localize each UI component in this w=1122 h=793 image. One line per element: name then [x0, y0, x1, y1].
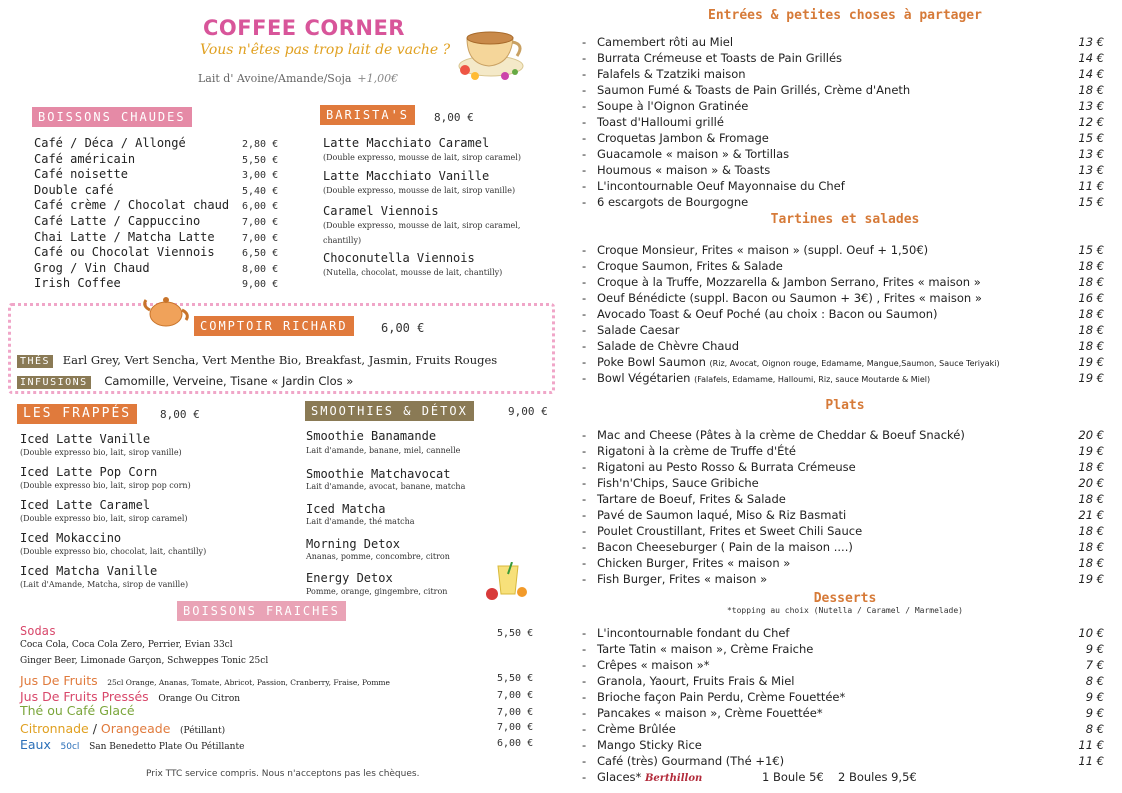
item-price: 9 €: [1085, 690, 1104, 704]
item-name: Latte Macchiato Vanille: [323, 169, 490, 183]
section-frappes-title: LES FRAPPÉS: [17, 404, 137, 424]
citronnade-sep: /: [88, 721, 101, 736]
item-price: 16 €: [1078, 291, 1104, 305]
item-price: 19 €: [1078, 371, 1104, 385]
list-item: - Rigatoni à la crème de Truffe d'Été 19 €: [582, 444, 1104, 458]
eaux-size: 50cl: [60, 742, 80, 752]
jus-detail: 25cl Orange, Ananas, Tomate, Abricot, Passion, Cranberry, Fraise, Pomme: [107, 678, 390, 687]
teapot-icon: [142, 288, 192, 330]
item-price: 19 €: [1078, 572, 1104, 586]
item-name: Houmous « maison » & Toasts: [597, 163, 771, 177]
item-price: 18 €: [1078, 492, 1104, 506]
milk-options-label: Lait d' Avoine/Amande/Soja: [198, 72, 352, 85]
item-name: Avocado Toast & Oeuf Poché (au choix : Bacon ou Saumon): [597, 307, 938, 321]
glaces-boule1: 1 Boule 5€: [762, 770, 824, 784]
list-item: - Poke Bowl Saumon (Riz, Avocat, Oignon rouge, Edamame, Mangue,Saumon, Sauce Teriyaki) 19 €: [582, 355, 1104, 369]
item-name: Iced Mokaccino: [20, 531, 122, 545]
section-smoothies-title: SMOOTHIES & DÉTOX: [305, 401, 474, 421]
item-note: (Riz, Avocat, Oignon rouge, Edamame, Mangue,Saumon, Sauce Teriyaki): [709, 359, 1000, 368]
item-name: Saumon Fumé & Toasts de Pain Grillés, Crème d'Aneth: [597, 83, 911, 97]
item-name: Guacamole « maison » & Tortillas: [597, 147, 790, 161]
item-price: 11 €: [1078, 738, 1104, 752]
item-name: Iced Latte Caramel: [20, 498, 151, 512]
item-name: Mac and Cheese (Pâtes à la crème de Cheddar & Boeuf Snacké): [597, 428, 965, 442]
glace-name: Thé ou Café Glacé: [20, 703, 135, 718]
item-desc: (Double expresso bio, lait, sirop pop corn): [20, 481, 191, 490]
item-name: Smoothie Banamande: [306, 429, 437, 443]
item-price: 18 €: [1078, 83, 1104, 97]
list-item: [34, 136, 186, 150]
item-price: 6,00 €: [242, 201, 279, 212]
section-tartines-title: Tartines et salades: [770, 212, 920, 227]
citronnade-name: Citronnade: [20, 721, 89, 736]
item-price: 19 €: [1078, 444, 1104, 458]
item-price: 14 €: [1078, 51, 1104, 65]
item-price: 9 €: [1085, 642, 1104, 656]
infusions-row: [17, 370, 353, 389]
list-item: - Guacamole « maison » & Tortillas 13 €: [582, 147, 1104, 161]
infusions-list: Camomille, Verveine, Tisane « Jardin Clos »: [104, 374, 354, 388]
item-name: Crêpes « maison »*: [597, 658, 710, 672]
item-desc: (Lait d'Amande, Matcha, sirop de vanille): [20, 580, 189, 589]
item-name: Chai Latte / Matcha Latte: [34, 230, 215, 244]
item-price: 12 €: [1078, 115, 1104, 129]
list-item: - Tarte Tatin « maison », Crème Fraiche 9 €: [582, 642, 1104, 656]
item-desc: Pomme, orange, gingembre, citron: [306, 587, 448, 596]
section-baristas-title: BARISTA'S: [320, 105, 415, 125]
item-price: 6,50 €: [242, 248, 279, 259]
list-item: - Crème Brûlée 8 €: [582, 722, 1104, 736]
coffee-cup-icon: [455, 14, 530, 86]
list-item: - Poulet Croustillant, Frites et Sweet Chili Sauce 18 €: [582, 524, 1104, 538]
item-desc: Lait d'amande, avocat, banane, matcha: [306, 482, 466, 491]
list-item: [34, 183, 113, 197]
section-desserts-title: Desserts: [813, 591, 877, 606]
item-desc: (Double expresso, mousse de lait, sirop caramel): [323, 153, 521, 162]
item-desc: (Double expresso, mousse de lait, sirop vanille): [323, 186, 516, 195]
item-name: L'incontournable Oeuf Mayonnaise du Chef: [597, 179, 845, 193]
item-name: Morning Detox: [306, 537, 400, 551]
footer-note: Prix TTC service compris. Nous n'acceptons pas les chèques.: [146, 769, 420, 779]
presses-detail: Orange Ou Citron: [158, 694, 241, 704]
item-price: 13 €: [1078, 147, 1104, 161]
presses-price: 7,00 €: [497, 690, 534, 701]
item-name: Café Latte / Cappuccino: [34, 214, 201, 228]
list-item: - Fish Burger, Frites « maison » 19 €: [582, 572, 1104, 586]
item-desc: (Double expresso bio, lait, sirop vanille): [20, 448, 182, 457]
infusions-tag: INFUSIONS: [17, 376, 91, 389]
list-item: [34, 276, 121, 290]
item-name: Tarte Tatin « maison », Crème Fraiche: [597, 642, 814, 656]
list-item: - Houmous « maison » & Toasts 13 €: [582, 163, 1104, 177]
item-price: 18 €: [1078, 460, 1104, 474]
milk-options-price: +1,00€: [357, 72, 399, 85]
glace-price: 7,00 €: [497, 707, 534, 718]
item-price: 8,00 €: [242, 264, 279, 275]
item-desc: Lait d'amande, banane, miel, cannelle: [306, 446, 461, 455]
item-name: Rigatoni à la crème de Truffe d'Été: [597, 444, 796, 458]
item-price: 13 €: [1078, 163, 1104, 177]
item-price: 15 €: [1078, 195, 1104, 209]
list-item: - L'incontournable Oeuf Mayonnaise du Chef 11 €: [582, 179, 1104, 193]
item-price: 18 €: [1078, 339, 1104, 353]
citronnade-price: 7,00 €: [497, 722, 534, 733]
frappes-price: 8,00 €: [160, 408, 200, 421]
list-item: - Saumon Fumé & Toasts de Pain Grillés, Crème d'Aneth 18 €: [582, 83, 1104, 97]
eaux-price: 6,00 €: [497, 738, 534, 749]
item-price: 11 €: [1078, 754, 1104, 768]
item-desc: (Double expresso, mousse de lait, sirop caramel,: [323, 221, 521, 230]
item-name: Crème Brûlée: [597, 722, 676, 736]
item-name: Café ou Chocolat Viennois: [34, 245, 215, 259]
item-name: Irish Coffee: [34, 276, 121, 290]
item-name: Fish'n'Chips, Sauce Gribiche: [597, 476, 759, 490]
sodas-line2: Ginger Beer, Limonade Garçon, Schweppes Tonic 25cl: [20, 656, 269, 666]
list-item: - Brioche façon Pain Perdu, Crème Fouettée* 9 €: [582, 690, 1104, 704]
item-desc: Lait d'amande, thé matcha: [306, 517, 415, 526]
item-price: 18 €: [1078, 275, 1104, 289]
item-name: Pancakes « maison », Crème Fouettée*: [597, 706, 823, 720]
list-item: - Glaces* Berthillon 1 Boule 5€ 2 Boules 9,5€: [582, 770, 917, 784]
list-item: - Soupe à l'Oignon Gratinée 13 €: [582, 99, 1104, 113]
list-item: - Tartare de Boeuf, Frites & Salade 18 €: [582, 492, 1104, 506]
list-item: - Burrata Crémeuse et Toasts de Pain Grillés 14 €: [582, 51, 1104, 65]
item-name: Falafels & Tzatziki maison: [597, 67, 746, 81]
item-name: Poke Bowl Saumon: [597, 355, 706, 369]
list-item: - Croque à la Truffe, Mozzarella & Jambon Serrano, Frites « maison » 18 €: [582, 275, 1104, 289]
item-name: Mango Sticky Rice: [597, 738, 702, 752]
list-item: [34, 230, 215, 244]
item-name: 6 escargots de Bourgogne: [597, 195, 749, 209]
item-name: Café américain: [34, 152, 136, 166]
baristas-price: 8,00 €: [434, 111, 474, 124]
item-price: 19 €: [1078, 355, 1104, 369]
item-name: Croque à la Truffe, Mozzarella & Jambon Serrano, Frites « maison »: [597, 275, 981, 289]
item-desc: chantilly): [323, 236, 362, 245]
item-name: Camembert rôti au Miel: [597, 35, 734, 49]
section-comptoir-title: COMPTOIR RICHARD: [194, 316, 354, 336]
item-name: Iced Matcha Vanille: [20, 564, 158, 578]
item-name: Grog / Vin Chaud: [34, 261, 150, 275]
list-item: - Croque Saumon, Frites & Salade 18 €: [582, 259, 1104, 273]
item-price: 20 €: [1078, 476, 1104, 490]
item-price: 18 €: [1078, 540, 1104, 554]
list-item: - Toast d'Halloumi grillé 12 €: [582, 115, 1104, 129]
list-item: [34, 152, 135, 166]
list-item: - Pavé de Saumon laqué, Miso & Riz Basmati 21 €: [582, 508, 1104, 522]
section-fraiches-title: BOISSONS FRAICHES: [177, 601, 346, 621]
item-name: Croque Saumon, Frites & Salade: [597, 259, 783, 273]
berthillon-logo: Berthillon: [644, 773, 703, 784]
item-name: Tartare de Boeuf, Frites & Salade: [597, 492, 786, 506]
item-price: 8 €: [1085, 722, 1104, 736]
list-item: [34, 214, 200, 228]
item-price: 18 €: [1078, 323, 1104, 337]
item-price: 15 €: [1078, 243, 1104, 257]
citronnade-detail: (Pétillant): [180, 726, 226, 736]
list-item: - Café (très) Gourmand (Thé +1€) 11 €: [582, 754, 1104, 768]
smoothies-price: 9,00 €: [508, 405, 548, 418]
glaces-name: Glaces*: [597, 770, 642, 784]
item-name: Energy Detox: [306, 571, 393, 585]
item-name: Croquetas Jambon & Fromage: [597, 131, 769, 145]
list-item: - Salade Caesar 18 €: [582, 323, 1104, 337]
presses-name: Jus De Fruits Pressés: [20, 689, 149, 704]
item-name: Croque Monsieur, Frites « maison » (suppl. Oeuf + 1,50€): [597, 243, 929, 257]
sodas-name: Sodas: [20, 624, 57, 638]
item-name: Soupe à l'Oignon Gratinée: [597, 99, 749, 113]
item-name: Granola, Yaourt, Fruits Frais & Miel: [597, 674, 795, 688]
item-price: 21 €: [1078, 508, 1104, 522]
list-item: - Bacon Cheeseburger ( Pain de la maison ....) 18 €: [582, 540, 1104, 554]
list-item: - Mac and Cheese (Pâtes à la crème de Cheddar & Boeuf Snacké) 20 €: [582, 428, 1104, 442]
item-name: Latte Macchiato Caramel: [323, 136, 490, 150]
item-name: Oeuf Bénédicte (suppl. Bacon ou Saumon + 3€) , Frites « maison »: [597, 291, 982, 305]
item-name: Café noisette: [34, 167, 128, 181]
list-item: [34, 261, 150, 275]
item-price: 18 €: [1078, 556, 1104, 570]
item-note: (Falafels, Edamame, Halloumi, Riz, sauce Moutarde & Miel): [694, 375, 931, 384]
item-price: 11 €: [1078, 179, 1104, 193]
list-item: - Salade de Chèvre Chaud 18 €: [582, 339, 1104, 353]
item-name: Chicken Burger, Frites « maison »: [597, 556, 791, 570]
item-name: Salade de Chèvre Chaud: [597, 339, 740, 353]
thes-tag: THÉS: [17, 355, 53, 368]
item-name: Café (très) Gourmand (Thé +1€): [597, 754, 785, 768]
item-price: 10 €: [1078, 626, 1104, 640]
list-item: - Bowl Végétarien (Falafels, Edamame, Halloumi, Riz, sauce Moutarde & Miel) 19 €: [582, 371, 1104, 385]
comptoir-price: 6,00 €: [381, 321, 425, 335]
smoothie-glass-icon: [484, 562, 530, 602]
item-name: L'incontournable fondant du Chef: [597, 626, 790, 640]
sodas-line1: Coca Cola, Coca Cola Zero, Perrier, Evian 33cl: [20, 640, 233, 650]
item-name: Café crème / Chocolat chaud: [34, 198, 230, 212]
item-name: Caramel Viennois: [323, 204, 439, 218]
item-price: 13 €: [1078, 99, 1104, 113]
list-item: - Croquetas Jambon & Fromage 15 €: [582, 131, 1104, 145]
item-price: 18 €: [1078, 307, 1104, 321]
item-price: 14 €: [1078, 67, 1104, 81]
item-name: Poulet Croustillant, Frites et Sweet Chili Sauce: [597, 524, 863, 538]
item-name: Double café: [34, 183, 114, 197]
list-item: - L'incontournable fondant du Chef 10 €: [582, 626, 1104, 640]
item-name: Pavé de Saumon laqué, Miso & Riz Basmati: [597, 508, 847, 522]
list-item: - Camembert rôti au Miel 13 €: [582, 35, 1104, 49]
sodas-price: 5,50 €: [497, 628, 534, 639]
thes-row: [17, 349, 497, 368]
list-item: - Pancakes « maison », Crème Fouettée* 9 €: [582, 706, 1104, 720]
list-item: - Falafels & Tzatziki maison 14 €: [582, 67, 1104, 81]
section-boissons-chaudes-title: BOISSONS CHAUDES: [32, 107, 192, 127]
item-price: 8 €: [1085, 674, 1104, 688]
item-price: 5,50 €: [242, 155, 279, 166]
list-item: - Rigatoni au Pesto Rosso & Burrata Crémeuse 18 €: [582, 460, 1104, 474]
item-name: Bacon Cheeseburger ( Pain de la maison ....): [597, 540, 853, 554]
list-item: - Mango Sticky Rice 11 €: [582, 738, 1104, 752]
item-name: Rigatoni au Pesto Rosso & Burrata Crémeuse: [597, 460, 856, 474]
item-name: Iced Latte Pop Corn: [20, 465, 158, 479]
list-item: [34, 167, 128, 181]
eaux-detail: San Benedetto Plate Ou Pétillante: [89, 742, 245, 752]
list-item: - Croque Monsieur, Frites « maison » (suppl. Oeuf + 1,50€) 15 €: [582, 243, 1104, 257]
list-item: - Avocado Toast & Oeuf Poché (au choix : Bacon ou Saumon) 18 €: [582, 307, 1104, 321]
list-item: - Fish'n'Chips, Sauce Gribiche 20 €: [582, 476, 1104, 490]
list-item: - Chicken Burger, Frites « maison » 18 €: [582, 556, 1104, 570]
list-item: - Granola, Yaourt, Fruits Frais & Miel 8 €: [582, 674, 1104, 688]
section-entrees-title: Entrées & petites choses à partager: [708, 8, 982, 23]
list-item: - Oeuf Bénédicte (suppl. Bacon ou Saumon + 3€) , Frites « maison » 16 €: [582, 291, 1104, 305]
item-name: Brioche façon Pain Perdu, Crème Fouettée*: [597, 690, 846, 704]
item-name: Choconutella Viennois: [323, 251, 475, 265]
page-subtitle: Vous n'êtes pas trop lait de vache ?: [200, 42, 451, 58]
item-desc: Ananas, pomme, concombre, citron: [306, 552, 450, 561]
milk-options: [198, 72, 398, 85]
jus-name: Jus De Fruits: [20, 673, 98, 688]
desserts-note: *topping au choix (Nutella / Caramel / Marmelade): [726, 606, 963, 615]
list-item: - Crêpes « maison »* 7 €: [582, 658, 1104, 672]
glaces-boule2: 2 Boules 9,5€: [838, 770, 917, 784]
section-plats-title: Plats: [825, 398, 865, 413]
list-item: [34, 198, 229, 212]
item-name: Café / Déca / Allongé: [34, 136, 186, 150]
page-title: COFFEE CORNER: [203, 16, 405, 40]
item-name: Iced Matcha: [306, 502, 386, 516]
item-price: 18 €: [1078, 524, 1104, 538]
item-name: Smoothie Matchavocat: [306, 467, 451, 481]
list-item: [34, 245, 215, 259]
thes-list: Earl Grey, Vert Sencha, Vert Menthe Bio, Breakfast, Jasmin, Fruits Rouges: [62, 353, 498, 367]
item-price: 18 €: [1078, 259, 1104, 273]
item-price: 7 €: [1085, 658, 1104, 672]
jus-price: 5,50 €: [497, 673, 534, 684]
item-price: 15 €: [1078, 131, 1104, 145]
orangeade-name: Orangeade: [100, 721, 171, 736]
item-name: Toast d'Halloumi grillé: [597, 115, 724, 129]
list-item: - 6 escargots de Bourgogne 15 €: [582, 195, 1104, 209]
item-price: 5,40 €: [242, 186, 279, 197]
item-desc: (Double expresso bio, chocolat, lait, chantilly): [20, 547, 207, 556]
item-price: 3,00 €: [242, 170, 279, 181]
eaux-name: Eaux: [20, 737, 51, 752]
item-name: Iced Latte Vanille: [20, 432, 151, 446]
item-price: 13 €: [1078, 35, 1104, 49]
item-price: 20 €: [1078, 428, 1104, 442]
item-price: 7,00 €: [242, 217, 279, 228]
item-name: Bowl Végétarien: [597, 371, 691, 385]
item-name: Salade Caesar: [597, 323, 680, 337]
item-price: 7,00 €: [242, 233, 279, 244]
item-name: Burrata Crémeuse et Toasts de Pain Grillés: [597, 51, 843, 65]
item-desc: (Nutella, chocolat, mousse de lait, chantilly): [323, 268, 503, 277]
item-price: 9 €: [1085, 706, 1104, 720]
item-desc: (Double expresso bio, lait, sirop caramel): [20, 514, 188, 523]
item-price: 2,80 €: [242, 139, 279, 150]
eaux-row: [20, 734, 244, 753]
item-name: Fish Burger, Frites « maison »: [597, 572, 768, 586]
item-price: 9,00 €: [242, 279, 279, 290]
